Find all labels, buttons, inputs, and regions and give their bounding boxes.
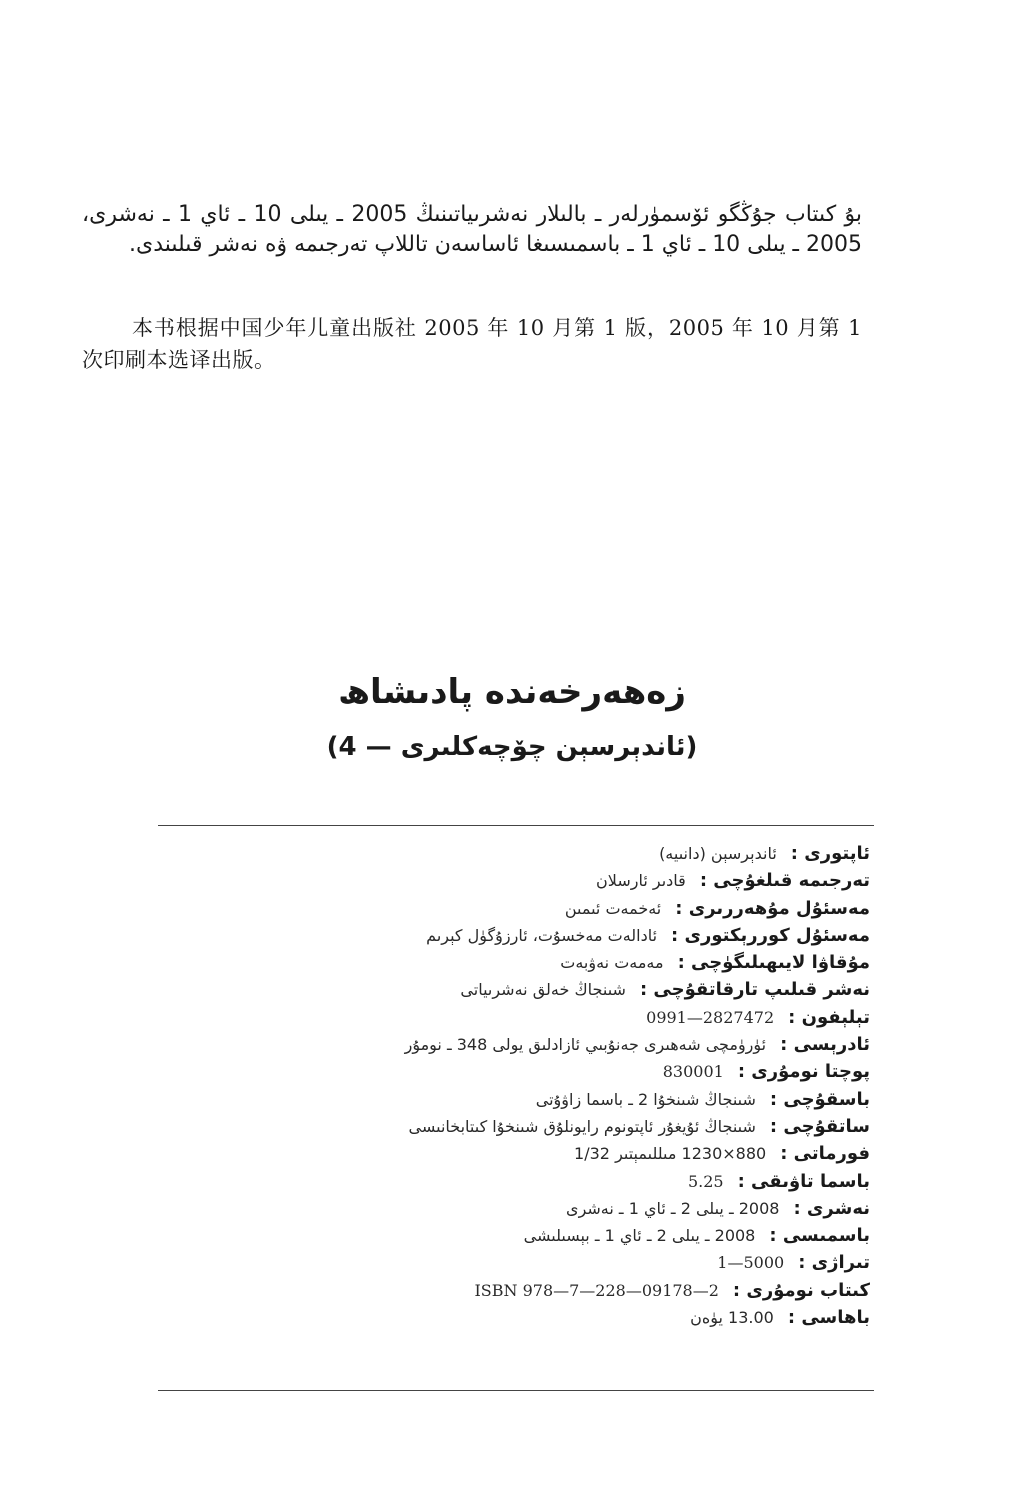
colophon-row bbox=[200, 1113, 870, 1140]
colophon-value: 830001 bbox=[662, 1062, 724, 1082]
colophon-row bbox=[200, 1086, 870, 1113]
colophon-value: شىنجاڭ شىنخۇا 2 ـ باسما زاۋۇتى bbox=[535, 1089, 756, 1109]
notice-text-uyghur: بۇ كىتاب جۇڭگو ئۆسمۈرلەر ـ بالىلار نەشرىياتىنىڭ 2005 ـ يىلى 10 ـ ئاي 1 ـ نەشرى، 2005 ـ يىلى 10 ـ ئاي 1 ـ باسمىسىغا ئاساسەن تاللاپ تەرجىمە ۋە نەشر قىلىندى. bbox=[82, 202, 862, 257]
colophon-label: نەشر قىلىپ تارقاتقۇچى : bbox=[639, 979, 870, 1001]
colophon-row bbox=[200, 1304, 870, 1331]
colophon-row bbox=[200, 1058, 870, 1085]
colophon-value: شىنجاڭ ئۇيغۇر ئاپتونوم رايونلۇق شىنخۇا كىتابخانىسى bbox=[408, 1116, 756, 1136]
publication-notice-uyghur bbox=[82, 200, 862, 260]
colophon-value: قادىر ئارسلان bbox=[596, 871, 686, 891]
colophon-value: 880×1230 مىللىمېتىر 1/32 bbox=[574, 1144, 767, 1164]
colophon-value: ئاندېرسېن (دانىيە) bbox=[659, 844, 777, 863]
colophon-row bbox=[200, 1168, 870, 1195]
colophon-value: ئادالەت مەخسۇت، ئارزۇگۈل كېرىم bbox=[426, 925, 658, 945]
colophon-label: فورماتى : bbox=[780, 1143, 870, 1165]
colophon-row bbox=[200, 1222, 870, 1249]
colophon-label: ئاپتورى : bbox=[790, 843, 870, 864]
colophon-value: مەمەت نەۋبەت bbox=[560, 953, 664, 973]
colophon-value: ئەخمەت ئىمىن bbox=[564, 898, 662, 918]
colophon-value: 0991—2827472 bbox=[646, 1007, 775, 1027]
colophon-label: نەشرى : bbox=[793, 1197, 870, 1219]
colophon-label: مەسئۇل مۇھەررىرى : bbox=[675, 897, 870, 919]
colophon-row bbox=[200, 840, 870, 867]
colophon-row bbox=[200, 922, 870, 949]
colophon-label: باھاسى : bbox=[787, 1307, 870, 1329]
colophon-label: باسقۇچى : bbox=[769, 1088, 870, 1110]
colophon-value: 2008 ـ يىلى 2 ـ ئاي 1 ـ بېسىلىشى bbox=[523, 1226, 756, 1246]
colophon-value: 13.00 يۈەن bbox=[690, 1308, 774, 1328]
colophon-row bbox=[200, 1277, 870, 1304]
colophon-row bbox=[200, 1031, 870, 1058]
divider-top bbox=[158, 825, 874, 826]
colophon-value: 5.25 bbox=[687, 1171, 724, 1191]
colophon-label: تىراژى : bbox=[798, 1252, 870, 1274]
book-subtitle: (ئاندېرسېن چۆچەكلىرى — 4) bbox=[326, 732, 698, 762]
colophon-label: مەسئۇل كوررېكتورى : bbox=[671, 924, 870, 946]
publication-notice-chinese: 本书根据中国少年儿童出版社 2005 年 10 月第 1 版，2005 年 10 月第 1 次印刷本选译出版。 bbox=[82, 316, 862, 372]
colophon-row bbox=[200, 867, 870, 894]
colophon-label: پوچتا نومۇرى : bbox=[737, 1061, 870, 1083]
colophon-value: شىنجاڭ خەلق نەشرىياتى bbox=[460, 980, 626, 1000]
colophon-value: 2008 ـ يىلى 2 ـ ئاي 1 ـ نەشرى bbox=[566, 1198, 780, 1218]
colophon-label: باسمىسى : bbox=[769, 1225, 870, 1247]
colophon-label: تېلېفون : bbox=[788, 1006, 870, 1028]
colophon-row bbox=[200, 1140, 870, 1167]
colophon-value: 1—5000 bbox=[717, 1253, 785, 1273]
colophon-value: ISBN 978—7—228—09178—2 bbox=[474, 1280, 719, 1300]
colophon-row bbox=[200, 1249, 870, 1276]
colophon-label: باسما تاۋىقى : bbox=[737, 1170, 870, 1192]
colophon-row bbox=[200, 976, 870, 1003]
colophon-label: مۇقاۋا لايىھىلىگۈچى : bbox=[677, 952, 870, 974]
book-title: زەھەرخەندە پادىشاھ bbox=[338, 672, 686, 712]
colophon-list bbox=[200, 840, 870, 1331]
colophon-value: ئۈرۈمچى شەھىرى جەنۇبىي ئازادلىق يولى 348 ـ نومۇر bbox=[404, 1035, 767, 1055]
colophon-row bbox=[200, 949, 870, 976]
colophon-row bbox=[200, 1004, 870, 1031]
colophon-row bbox=[200, 1195, 870, 1222]
colophon-label: تەرجىمە قىلغۇچى : bbox=[699, 870, 870, 892]
colophon-row bbox=[200, 895, 870, 922]
colophon-label: كىتاب نومۇرى : bbox=[732, 1279, 870, 1301]
colophon-label: ئادرېسى : bbox=[780, 1034, 870, 1056]
divider-bottom bbox=[158, 1390, 874, 1391]
colophon-label: ساتقۇچى : bbox=[769, 1115, 870, 1137]
